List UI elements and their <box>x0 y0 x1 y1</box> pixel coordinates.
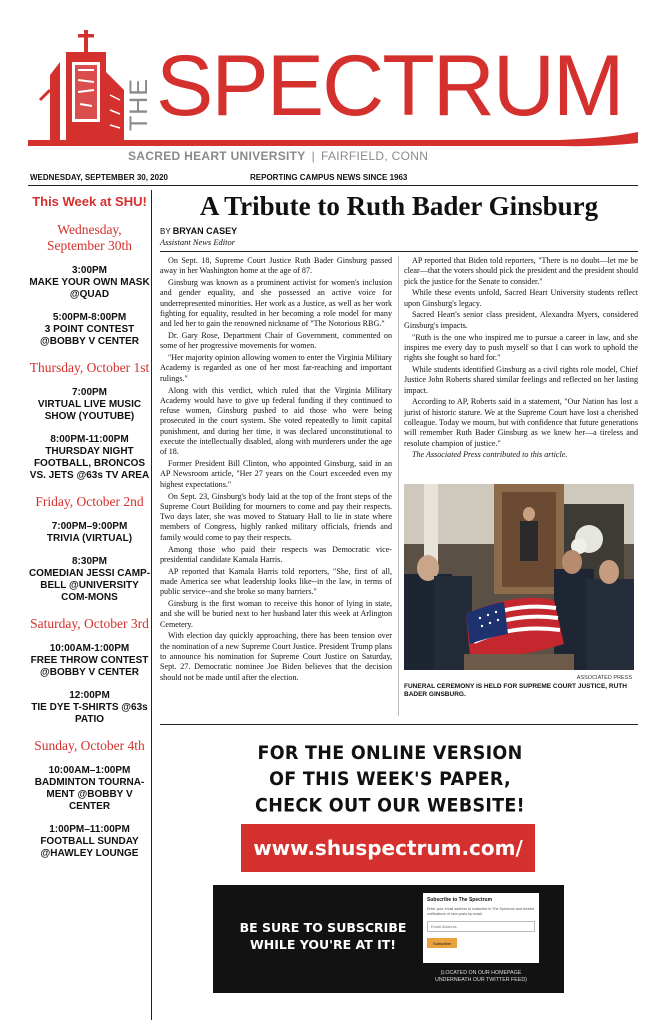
promo-line: OF THIS WEEK'S PAPER, <box>269 769 511 791</box>
paragraph: AP reported that Kamala Harris told reporters, "She, first of all, made America see what leadership looks like--in the law, in terms of public service--and she broke so many barriers." <box>160 566 392 597</box>
paragraph: Among those who paid their respects was Democratic vice-presidential candidate Kamala Harris. <box>160 544 392 564</box>
column-divider <box>398 256 399 716</box>
event-time: 7:00PM–9:00PM <box>51 521 128 532</box>
event-time: 3:00PM <box>71 265 107 276</box>
sidebar-title: This Week at SHU! <box>32 194 147 209</box>
event-name: FREE THROW CONTEST @BOBBY V CENTER <box>30 655 149 678</box>
date-bar <box>28 169 638 186</box>
promo-line: FOR THE ONLINE VERSION <box>257 743 523 765</box>
website-link[interactable]: www.shuspectrum.com/ <box>241 824 535 872</box>
paragraph: Along with this verdict, which ruled that the Virginia Military Academy would have to give up federal funding if they continued to refuse women, Ginsburg pushed to aid those who were being prosecuted in the court system. She voted repeatedly to limit capital punishment, and during her time, it was declared unconstitutional to execute the intellectually disabled, along with murderers under the age of 18. <box>160 385 392 457</box>
paragraph: Former President Bill Clinton, who appointed Ginsburg, said in an AP Newsroom article, "Her 27 years on the Court exceeded even my highest expectations." <box>160 459 392 489</box>
event-name: COMEDIAN JESSI CAMP-BELL @UNIVERSITY COM-MONS <box>28 568 151 603</box>
subscribe-button: Subscribe <box>427 938 457 948</box>
funeral-photo <box>404 484 634 670</box>
author-name: BRYAN CASEY <box>172 226 238 236</box>
sidebar-day: Thursday, October 1st <box>29 360 150 375</box>
location: FAIRFIELD, CONN <box>321 149 429 163</box>
event-name: FOOTBALL SUNDAY @HAWLEY LOUNGE <box>40 836 139 859</box>
form-title: Subscribe to The Spectrum <box>427 897 493 903</box>
paragraph: Ginsburg was known as a prominent activist for women's inclusion and gender equality, and she possessed an active voice for underrepresented minorities. Her work as a Justice, as well as her work fighting for equality, resulted in her becoming a role model for many and led her to gain the renowned nickname of "The Notorious RBG." <box>160 278 392 329</box>
byline-by: BY <box>160 227 171 236</box>
subscribe-line: BE SURE TO SUBSCRIBE <box>239 920 407 935</box>
university-name: SACRED HEART UNIVERSITY <box>128 149 306 163</box>
divider <box>160 251 638 252</box>
event-item <box>28 387 151 423</box>
paragraph: "Ruth is the one who inspired me to pursue a career in law, and she inspires me every day to push myself so that I can work to uphold the rights she fought so hard for." <box>404 332 638 363</box>
byline <box>160 226 237 247</box>
event-name: TIE DYE T-SHIRTS @63s PATIO <box>31 702 148 725</box>
event-time: 8:00PM-11:00PM <box>50 434 129 445</box>
event-time: 12:00PM <box>69 690 110 701</box>
event-name: VIRTUAL LIVE MUSIC SHOW (YOUTUBE) <box>37 399 142 422</box>
event-name: THURSDAY NIGHT FOOTBALL, BRONCOS VS. JETS @63s TV AREA <box>29 446 150 481</box>
form-description: Enter your email address to subscribe to The Spectrum and receive notifications of new posts by email. <box>427 907 535 916</box>
masthead <box>0 0 663 170</box>
event-name: MAKE YOUR OWN MASK @QUAD <box>29 277 150 300</box>
event-item <box>28 434 151 482</box>
masthead-the: THE <box>125 78 153 132</box>
divider <box>160 724 638 725</box>
event-name: TRIVIA (VIRTUAL) <box>46 533 133 544</box>
author-role: Assistant News Editor <box>160 237 236 247</box>
event-time: 10:00AM-1:00PM <box>49 643 130 654</box>
sidebar-day: Saturday, October 3rd <box>30 616 149 631</box>
event-time: 10:00AM–1:00PM <box>48 765 131 776</box>
paragraph: On Sept. 18, Supreme Court Justice Ruth Bader Ginsburg passed away in her Washington home at the age of 87. <box>160 256 392 276</box>
event-time: 7:00PM <box>71 387 107 398</box>
paragraph: On Sept. 23, Ginsburg's body laid at the top of the front steps of the Supreme Court Building for mourners to come and pay their respects. Two days later, she was moved to Statuary Hall to lie in state where members of Congress, highly ranked military officials, friends and family would come to pay their respects. <box>160 491 392 542</box>
paragraph: AP reported that Biden told reporters, "There is no doubt—let me be clear—that the voters should pick the president and the president should pick the justice for the Senate to consider." <box>404 256 638 286</box>
paragraph: "Her majority opinion allowing women to enter the Virginia Military Academy is regarded as one of her most far-reaching and important rulings." <box>160 353 392 383</box>
paragraph: According to AP, Roberts said in a statement, "Our Nation has lost a jurist of historic stature. We at the Supreme Court have lost a cherished colleague. Today we mourn, but with confidence that future generations will remember Ruth Bader Ginsburg as we knew her—a tireless and resolute champion of justice." <box>404 397 638 448</box>
paragraph: Ginsburg is the first woman to receive this honor of lying in state, and she will be buried next to her husband later this week at Arlington Cemetery. <box>160 599 392 629</box>
sidebar-day: Friday, October 2nd <box>35 494 144 509</box>
paragraph: Dr. Gary Rose, Department Chair of Government, commented on some of her progressive movements for women. <box>160 331 392 351</box>
event-time: 5:00PM-8:00PM <box>52 312 127 323</box>
subscribe-box <box>213 885 564 993</box>
location-note: (LOCATED ON OUR HOMEPAGE UNDERNEATH OUR TWITTER FEED) <box>435 970 527 983</box>
tagline: REPORTING CAMPUS NEWS SINCE 1963 <box>250 173 408 182</box>
event-time: 8:30PM <box>71 556 107 567</box>
event-item <box>28 690 151 726</box>
subscribe-line: WHILE YOU'RE AT IT! <box>250 937 396 952</box>
event-item <box>28 312 151 348</box>
subscribe-form-preview <box>423 893 539 963</box>
promo-line: CHECK OUT OUR WEBSITE! <box>255 795 525 817</box>
subscribe-text <box>233 919 413 953</box>
issue-date: WEDNESDAY, SEPTEMBER 30, 2020 <box>30 173 168 182</box>
photo-caption: FUNERAL CEREMONY IS HELD FOR SUPREME COURT JUSTICE, RUTH BADER GINSBURG. <box>404 683 627 698</box>
article-headline: A Tribute to Ruth Bader Ginsburg <box>199 191 599 221</box>
funeral-photo-image <box>404 484 634 670</box>
email-field: Email Address <box>427 921 535 932</box>
paragraph: Sacred Heart's senior class president, Alexandra Myers, considered Ginsburg's impacts. <box>404 310 638 330</box>
event-item <box>28 643 151 679</box>
newspaper-title: SPECTRUM <box>156 38 623 134</box>
event-name: 3 POINT CONTEST @BOBBY V CENTER <box>39 324 140 347</box>
article-column-1 <box>160 256 392 716</box>
event-item <box>28 265 151 301</box>
contributor-credit: The Associated Press contributed to this article. <box>412 450 568 460</box>
online-version-promo <box>240 741 540 820</box>
event-item <box>28 521 151 545</box>
event-item <box>28 765 151 813</box>
sidebar-day: Sunday, October 4th <box>34 738 145 753</box>
paragraph: While these events unfold, Sacred Heart University students reflect upon Ginsburg's legacy. <box>404 288 638 308</box>
event-time: 1:00PM–11:00PM <box>49 824 130 835</box>
events-sidebar <box>28 190 152 1020</box>
event-name: BADMINTON TOURNA-MENT @BOBBY V CENTER <box>34 777 145 812</box>
paragraph: While students identified Ginsburg as a civil rights role model, Chief Justice John Roberts shared similar feelings and reflected on her lasting impact. <box>404 364 638 395</box>
paragraph: With election day quickly approaching, there has been tension over the nomination of a new Supreme Court Justice. President Trump plans to announce his nomination for Supreme Court Justice on Saturday, Sept. 27. Democratic nominee Joe Biden believes that the decision should not be made until after the election. <box>160 631 392 682</box>
article-column-2 <box>404 256 638 468</box>
event-item <box>28 556 151 604</box>
masthead-subline: SACRED HEART UNIVERSITY | FAIRFIELD, CONN <box>128 149 429 163</box>
event-item <box>28 824 151 860</box>
photo-credit: ASSOCIATED PRESS <box>576 675 632 681</box>
sidebar-day: Wednesday, September 30th <box>46 222 133 253</box>
